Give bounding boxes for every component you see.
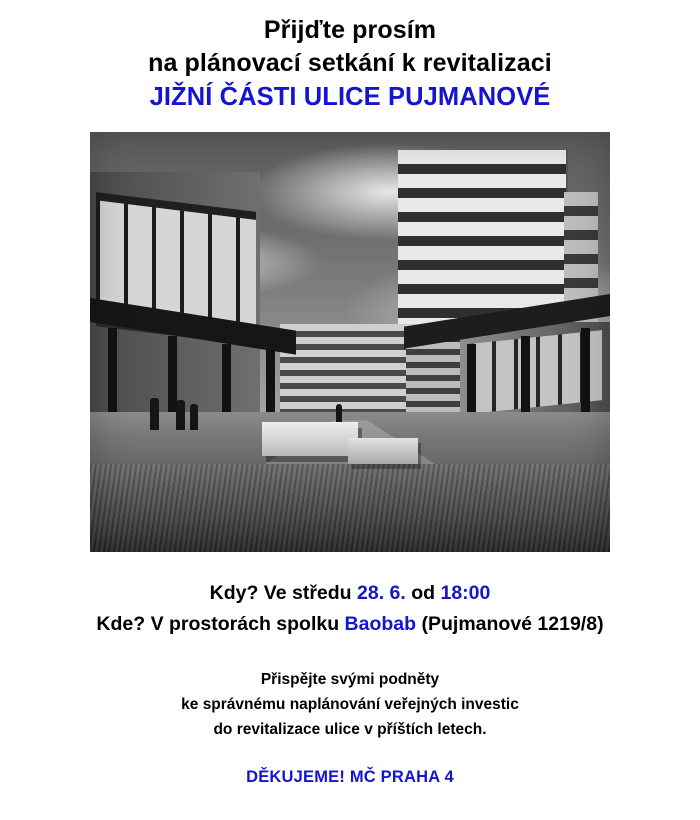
appeal-line-1: Přispějte svými podněty [260,670,440,688]
when-date: 28. 6. [357,582,406,605]
where-venue: Baobab [344,612,417,635]
photo-person [150,398,159,430]
where-address: (Pujmanové 1219/8) [421,612,604,635]
event-where [0,609,700,639]
event-when [0,578,700,608]
thanks-line: DĚKUJEME! MČ PRAHA 4 [246,768,454,787]
appeal-line-2: ke správnému naplánování veřejných investic [181,695,519,713]
when-time: 18:00 [440,582,491,605]
headline-line-3: JIŽNÍ ČÁSTI ULICE PUJMANOVÉ [149,82,551,111]
photo-bench [262,422,358,456]
when-separator: od [411,582,436,605]
photo-person [176,400,185,430]
photo-grass-strip [90,464,610,552]
photo-person [336,404,342,422]
photo-bench [348,438,418,464]
street-photo [90,132,610,552]
appeal-text [0,667,700,742]
appeal-line-3: do revitalizace ulice v příštích letech. [213,721,487,739]
photo-container [90,132,610,552]
when-label: Kdy? Ve středu [209,582,352,605]
poster-headline [0,0,700,114]
photo-person [190,404,198,430]
headline-line-1: Přijďte prosím [263,16,437,44]
headline-line-2: na plánovací setkání k revitalizaci [148,49,552,78]
event-details [0,578,700,638]
where-label: Kde? V prostorách spolku [96,612,340,635]
